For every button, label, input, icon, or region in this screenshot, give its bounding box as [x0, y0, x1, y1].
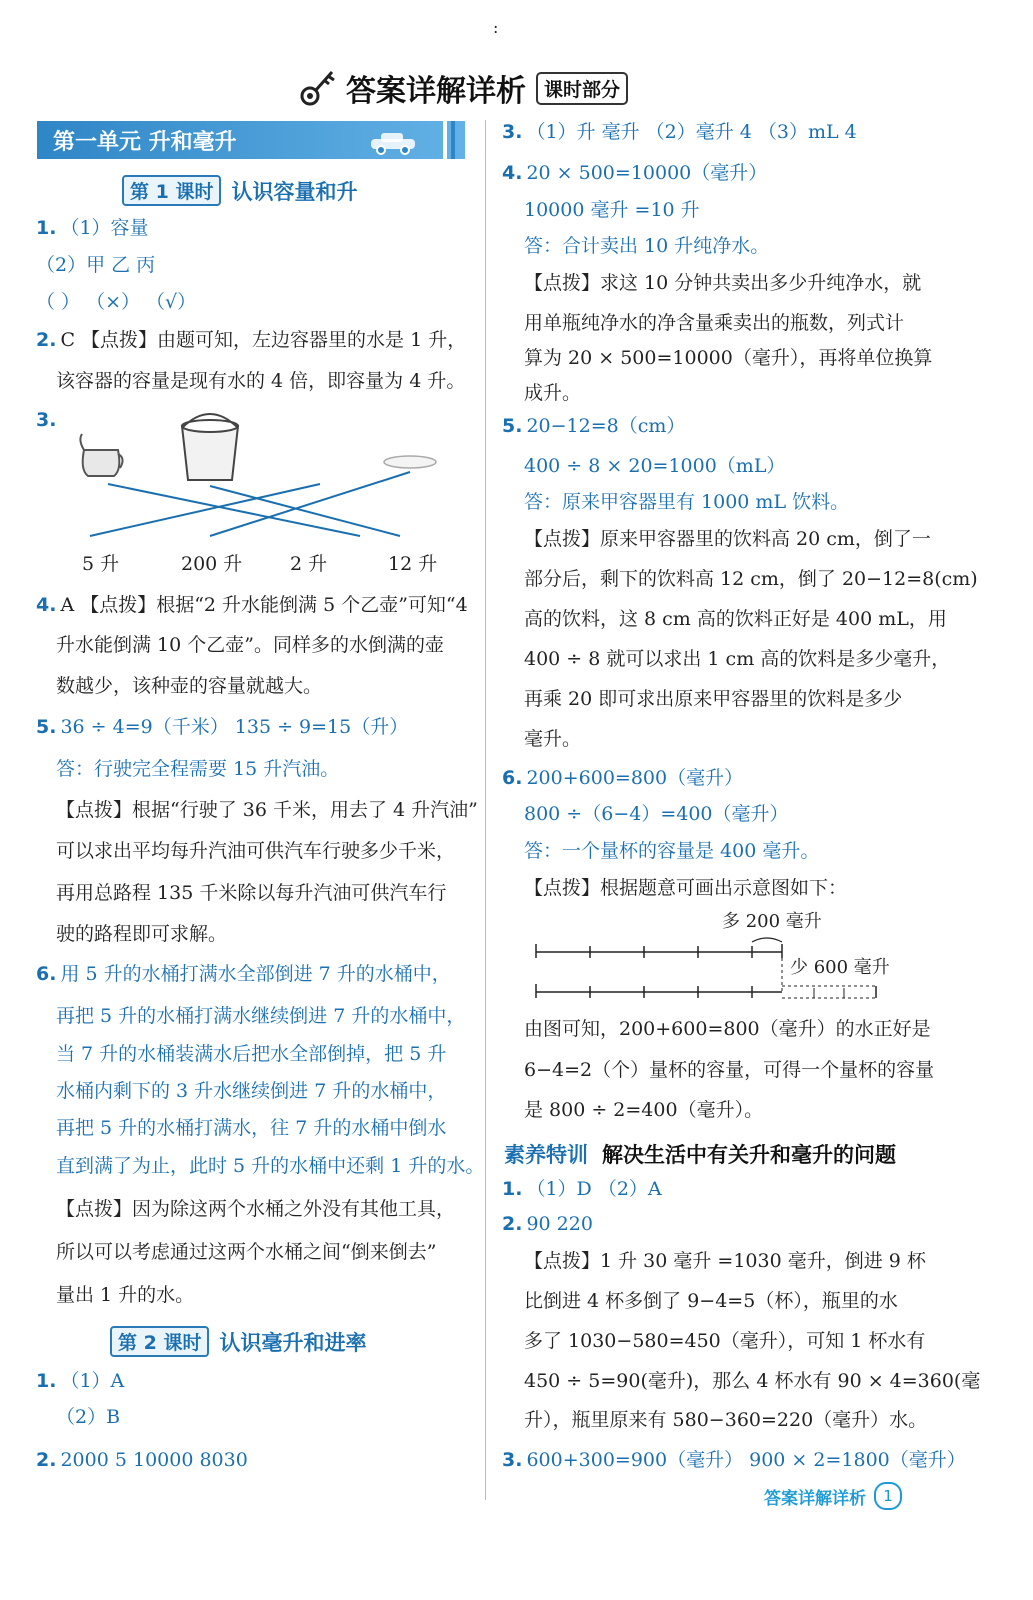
key-icon: [300, 66, 336, 110]
right-line: 5. 20−12=8（cm）: [502, 415, 686, 437]
column-divider: [485, 120, 486, 1500]
bucket-icon: [182, 414, 238, 480]
right-line: 答：原来甲容器里有 1000 mL 饮料。: [524, 491, 850, 513]
left-line: 可以求出平均每升汽油可供汽车行驶多少千米，: [56, 840, 456, 862]
q3-label-5l: 5 升: [82, 553, 120, 575]
left-line: 4. A 【点拨】根据“2 升水能倒满 5 个乙壶”可知“4: [36, 594, 468, 616]
lesson-2-title: 认识毫升和进率: [219, 1330, 367, 1355]
lesson-1-title: 认识容量和升: [231, 179, 358, 204]
header-section-box: 课时部分: [536, 72, 628, 105]
footer-label: 答案详解详析: [764, 1488, 866, 1509]
left-line: 2. C 【点拨】由题可知，左边容器里的水是 1 升，: [36, 329, 467, 351]
right-line: 3. 600+300=900（毫升） 900 × 2=1800（毫升）: [502, 1449, 966, 1471]
measure-bar-diagram: [530, 930, 890, 1010]
diagram-more-label: 多 200 毫升: [722, 911, 822, 932]
bar-divider: [443, 121, 447, 159]
left-line: 驶的路程即可求解。: [56, 923, 228, 945]
right-line: 比倒进 4 杯多倒了 9−4=5（杯），瓶里的水: [524, 1290, 898, 1312]
car-icon: [367, 131, 427, 155]
left-line: 量出 1 升的水。: [56, 1284, 195, 1306]
left-line: 答：行驶完全程需要 15 升汽油。: [56, 758, 340, 780]
page-number: 1: [874, 1482, 902, 1510]
top-mark: :: [493, 18, 499, 37]
left-line: 1. （1）A: [36, 1370, 125, 1392]
left-line: 3.: [36, 409, 57, 431]
left-line: （2）B: [56, 1406, 121, 1428]
right-line: 450 ÷ 5=90(毫升)，那么 4 杯水有 90 × 4=360(毫: [524, 1370, 981, 1392]
q3-label-2l: 2 升: [290, 553, 328, 575]
right-line: 答：合计卖出 10 升纯净水。: [524, 235, 770, 257]
q3-matching-figure: [70, 410, 450, 550]
left-line: 再把 5 升的水桶打满水，往 7 升的水桶中倒水: [56, 1117, 447, 1139]
right-line: 2. 90 220: [502, 1213, 593, 1235]
left-line: 当 7 升的水桶装满水后把水全部倒掉，把 5 升: [56, 1043, 447, 1065]
right-line: 高的饮料，这 8 cm 高的饮料正好是 400 mL，用: [524, 608, 947, 630]
right-line: 答：一个量杯的容量是 400 毫升。: [524, 840, 820, 862]
right-line: 成升。: [524, 382, 582, 404]
left-line: 6. 用 5 升的水桶打满水全部倒进 7 升的水桶中，: [36, 963, 451, 985]
right-line: 由图可知，200+600=800（毫升）的水正好是: [524, 1018, 931, 1040]
right-line: 再乘 20 即可求出原来甲容器里的饮料是多少: [524, 688, 903, 710]
right-line: 升），瓶里原来有 580−360=220（毫升）水。: [524, 1409, 928, 1431]
right-line: 算为 20 × 500=10000（毫升），再将单位换算: [524, 347, 933, 369]
page-title: 答案详解详析: [346, 74, 526, 109]
lesson-2-heading: [110, 1326, 366, 1357]
right-line: 800 ÷（6−4）=400（毫升）: [524, 803, 789, 825]
unit-title: 第一单元 升和毫升: [53, 130, 237, 155]
left-line: 升水能倒满 10 个乙壶”。同样多的水倒满的壶: [56, 634, 444, 656]
left-line: 水桶内剩下的 3 升水继续倒进 7 升的水桶中，: [56, 1080, 447, 1102]
q3-label-12l: 12 升: [388, 553, 438, 575]
page-footer: [764, 1482, 902, 1510]
right-line: 是 800 ÷ 2=400（毫升）。: [524, 1099, 764, 1121]
left-line: 该容器的容量是现有水的 4 倍，即容量为 4 升。: [56, 370, 466, 392]
q3-label-200l: 200 升: [181, 553, 243, 575]
kettle-icon: [80, 434, 122, 476]
left-line: 再把 5 升的水桶打满水继续倒进 7 升的水桶中，: [56, 1005, 466, 1027]
right-line: 1. （1）D （2）A: [502, 1178, 662, 1200]
left-line: 1. （1）容量: [36, 217, 149, 239]
right-line: 6−4=2（个）量杯的容量，可得一个量杯的容量: [524, 1059, 935, 1081]
right-line: 部分后，剩下的饮料高 12 cm，倒了 20−12=8(cm): [524, 568, 978, 590]
right-line: 4. 20 × 500=10000（毫升）: [502, 162, 768, 184]
left-line: 5. 36 ÷ 4=9（千米） 135 ÷ 9=15（升）: [36, 716, 409, 738]
right-line: 【点拨】1 升 30 毫升 =1030 毫升，倒进 9 杯: [524, 1250, 926, 1272]
right-line: 用单瓶纯净水的净含量乘卖出的瓶数，列式计: [524, 312, 905, 334]
page-header: [300, 66, 628, 110]
right-line: 多了 1030−580=450（毫升），可知 1 杯水有: [524, 1330, 926, 1352]
diagram-less-label: 少 600 毫升: [790, 957, 890, 978]
left-line: 再用总路程 135 千米除以每升汽油可供汽车行: [56, 882, 447, 904]
lesson-1-heading: [122, 175, 357, 206]
left-line: 2. 2000 5 10000 8030: [36, 1449, 248, 1471]
unit-bar: [37, 121, 465, 159]
right-line: 毫升。: [524, 728, 582, 750]
right-line: 10000 毫升 =10 升: [524, 199, 700, 221]
left-line: （ ） （×） （√）: [36, 291, 197, 313]
left-line: 数越少，该种壶的容量就越大。: [56, 675, 323, 697]
spoon-icon: [384, 456, 436, 468]
special-title: 解决生活中有关升和毫升的问题: [602, 1143, 896, 1167]
right-line: 【点拨】求这 10 分钟共卖出多少升纯净水，就: [524, 272, 922, 294]
lesson-2-label: 第 2 课时: [110, 1326, 209, 1357]
left-line: 【点拨】因为除这两个水桶之外没有其他工具，: [56, 1198, 456, 1220]
lesson-1-label: 第 1 课时: [122, 175, 221, 206]
special-section-heading: [504, 1139, 896, 1169]
right-line: 6. 200+600=800（毫升）: [502, 767, 744, 789]
right-line: 【点拨】原来甲容器里的饮料高 20 cm，倒了一: [524, 528, 931, 550]
right-line: 3. （1）升 毫升 （2）毫升 4 （3）mL 4: [502, 121, 857, 143]
left-line: 【点拨】根据“行驶了 36 千米，用去了 4 升汽油”: [56, 799, 478, 821]
right-line: 【点拨】根据题意可画出示意图如下：: [524, 877, 848, 899]
left-line: （2）甲 乙 丙: [36, 254, 156, 276]
special-label: 素养特训: [504, 1143, 588, 1167]
left-line: 直到满了为止，此时 5 升的水桶中还剩 1 升的水。: [56, 1155, 485, 1177]
right-line: 400 ÷ 8 就可以求出 1 cm 高的饮料是多少毫升，: [524, 648, 951, 670]
bar-stripe: [451, 121, 455, 159]
right-line: 400 ÷ 8 × 20=1000（mL）: [524, 455, 786, 477]
left-line: 所以可以考虑通过这两个水桶之间“倒来倒去”: [56, 1241, 437, 1263]
